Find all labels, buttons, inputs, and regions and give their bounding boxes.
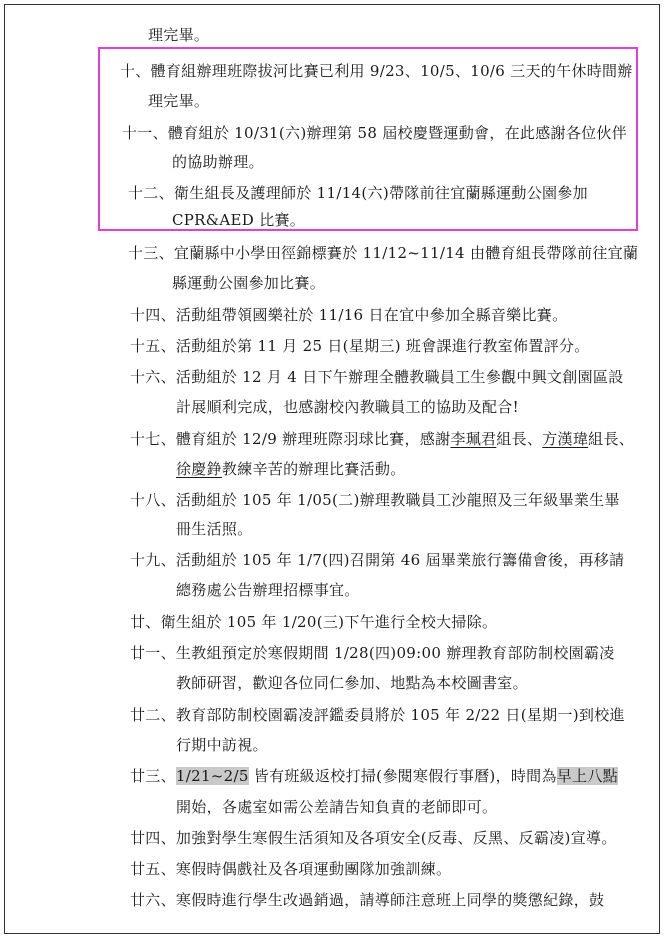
- item-text: 活動組帶領國樂社於 11/16 日在宜中參加全縣音樂比賽。: [175, 306, 568, 324]
- highlighted-text: 1/21~2/5: [175, 767, 249, 785]
- item-text: 寒假時偶戲社及各項運動團隊加強訓練。: [175, 860, 452, 878]
- item-21-cont: 教師研習，歡迎各位同仁參加、地點為本校圖書室。: [176, 674, 528, 692]
- item-text: 教練辛苦的辦理比賽活動。: [221, 460, 406, 478]
- item-number: 十一、: [122, 124, 168, 142]
- item-text: 活動組於 12 月 4 日下午辦理全體教職員工生參觀中興文創園區設: [175, 368, 624, 386]
- item-17-cont: [176, 458, 406, 479]
- item-text: 組長、: [496, 430, 543, 448]
- item-text: 活動組於第 11 月 25 日(星期三) 班會課進行教室佈置評分。: [175, 337, 590, 355]
- item-text: 教育部防制校園霸凌評鑑委員將於 105 年 2/22 日(星期一)到校進: [175, 706, 625, 724]
- item-19: [130, 549, 624, 570]
- person-name: 徐慶錚: [176, 460, 222, 478]
- item-number: 十九、: [130, 551, 176, 569]
- item-17: [130, 428, 634, 449]
- item-text: 衛生組於 105 年 1/20(三)下午進行全校大掃除。: [160, 613, 498, 631]
- item-text: 體育組於 10/31(六)辦理第 58 屆校慶暨運動會，在此感謝各位伙伴: [167, 124, 628, 142]
- item-text: 體育組辦理班際拔河比賽已利用 9/23、10/5、10/6 三天的午休時間辦: [150, 62, 633, 80]
- item-number: 十二、: [128, 184, 174, 202]
- item-number: 廿五、: [130, 860, 176, 878]
- highlighted-text: 早上八點: [556, 767, 618, 785]
- item-16: [130, 366, 624, 387]
- item-20: [130, 611, 497, 632]
- item-text: 活動組於 105 年 1/7(四)召開第 46 屆畢業旅行籌備會後，再移請: [175, 551, 625, 569]
- item-number: 十三、: [128, 244, 174, 262]
- item-text: 寒假時進行學生改過銷過，請導師注意班上同學的獎懲紀錄，鼓: [175, 891, 605, 909]
- item-16-cont: 計展順利完成，也感謝校內教職員工的協助及配合!: [176, 398, 519, 416]
- item-10-cont: 理完畢。: [148, 92, 210, 110]
- item-number: 廿一、: [130, 644, 176, 662]
- item-text: 活動組於 105 年 1/05(二)辦理教職員工沙龍照及三年級畢業生畢: [175, 491, 620, 509]
- item-text: 加強對學生寒假生活須知及各項安全(反毒、反黑、反霸凌)宣導。: [175, 829, 617, 847]
- item-number: 十七、: [130, 430, 176, 448]
- item-25: [130, 858, 451, 879]
- item-13: [128, 242, 638, 263]
- item-12: [128, 182, 588, 203]
- item-18: [130, 489, 620, 510]
- item-number: 廿六、: [130, 891, 176, 909]
- item-number: 廿三、: [130, 767, 176, 785]
- item-number: 十八、: [130, 491, 176, 509]
- item-23-cont: 開始，各處室如需公差請告知負責的老師即可。: [176, 798, 498, 816]
- person-name: 方漢瑋: [542, 430, 589, 448]
- item-23: [130, 765, 618, 786]
- item-19-cont: 總務處公告辦理招標事宜。: [176, 581, 360, 599]
- item-24: [130, 827, 617, 848]
- item-number: 廿、: [130, 613, 161, 631]
- item-text: 皆有班級返校打掃(參閱寒假行事曆)，時間為: [248, 767, 557, 785]
- item-26: [130, 889, 604, 910]
- item-text: 組長、: [588, 430, 635, 448]
- item-11-cont: 的協助辦理。: [172, 153, 264, 171]
- item-text: 生教組預定於寒假期間 1/28(四)09:00 辦理教育部防制校園霸凌: [175, 644, 615, 662]
- item-22: [130, 704, 625, 725]
- item-text: 宜蘭縣中小學田徑錦標賽於 11/12~11/14 由體育組長帶隊前往宜蘭: [173, 244, 639, 262]
- item-text: 體育組於 12/9 辦理班際羽球比賽，感謝: [175, 430, 451, 448]
- item-22-cont: 行期中訪視。: [176, 736, 268, 754]
- item-11: [122, 122, 627, 143]
- item-21: [130, 642, 615, 663]
- fragment-line: 理完畢。: [148, 26, 210, 44]
- item-12-cont: CPR&AED 比賽。: [172, 211, 306, 229]
- item-number: 廿四、: [130, 829, 176, 847]
- item-number: 十六、: [130, 368, 176, 386]
- item-text: 衛生組長及護理師於 11/14(六)帶隊前往宜蘭縣運動公園參加: [173, 184, 588, 202]
- item-10: [120, 60, 633, 81]
- item-18-cont: 冊生活照。: [176, 520, 253, 538]
- item-number: 廿二、: [130, 706, 176, 724]
- item-15: [130, 335, 590, 356]
- item-number: 十、: [120, 62, 151, 80]
- item-number: 十四、: [130, 306, 176, 324]
- item-14: [130, 304, 567, 325]
- person-name: 李珮君: [450, 430, 497, 448]
- item-13-cont: 縣運動公園參加比賽。: [172, 274, 326, 292]
- item-number: 十五、: [130, 337, 176, 355]
